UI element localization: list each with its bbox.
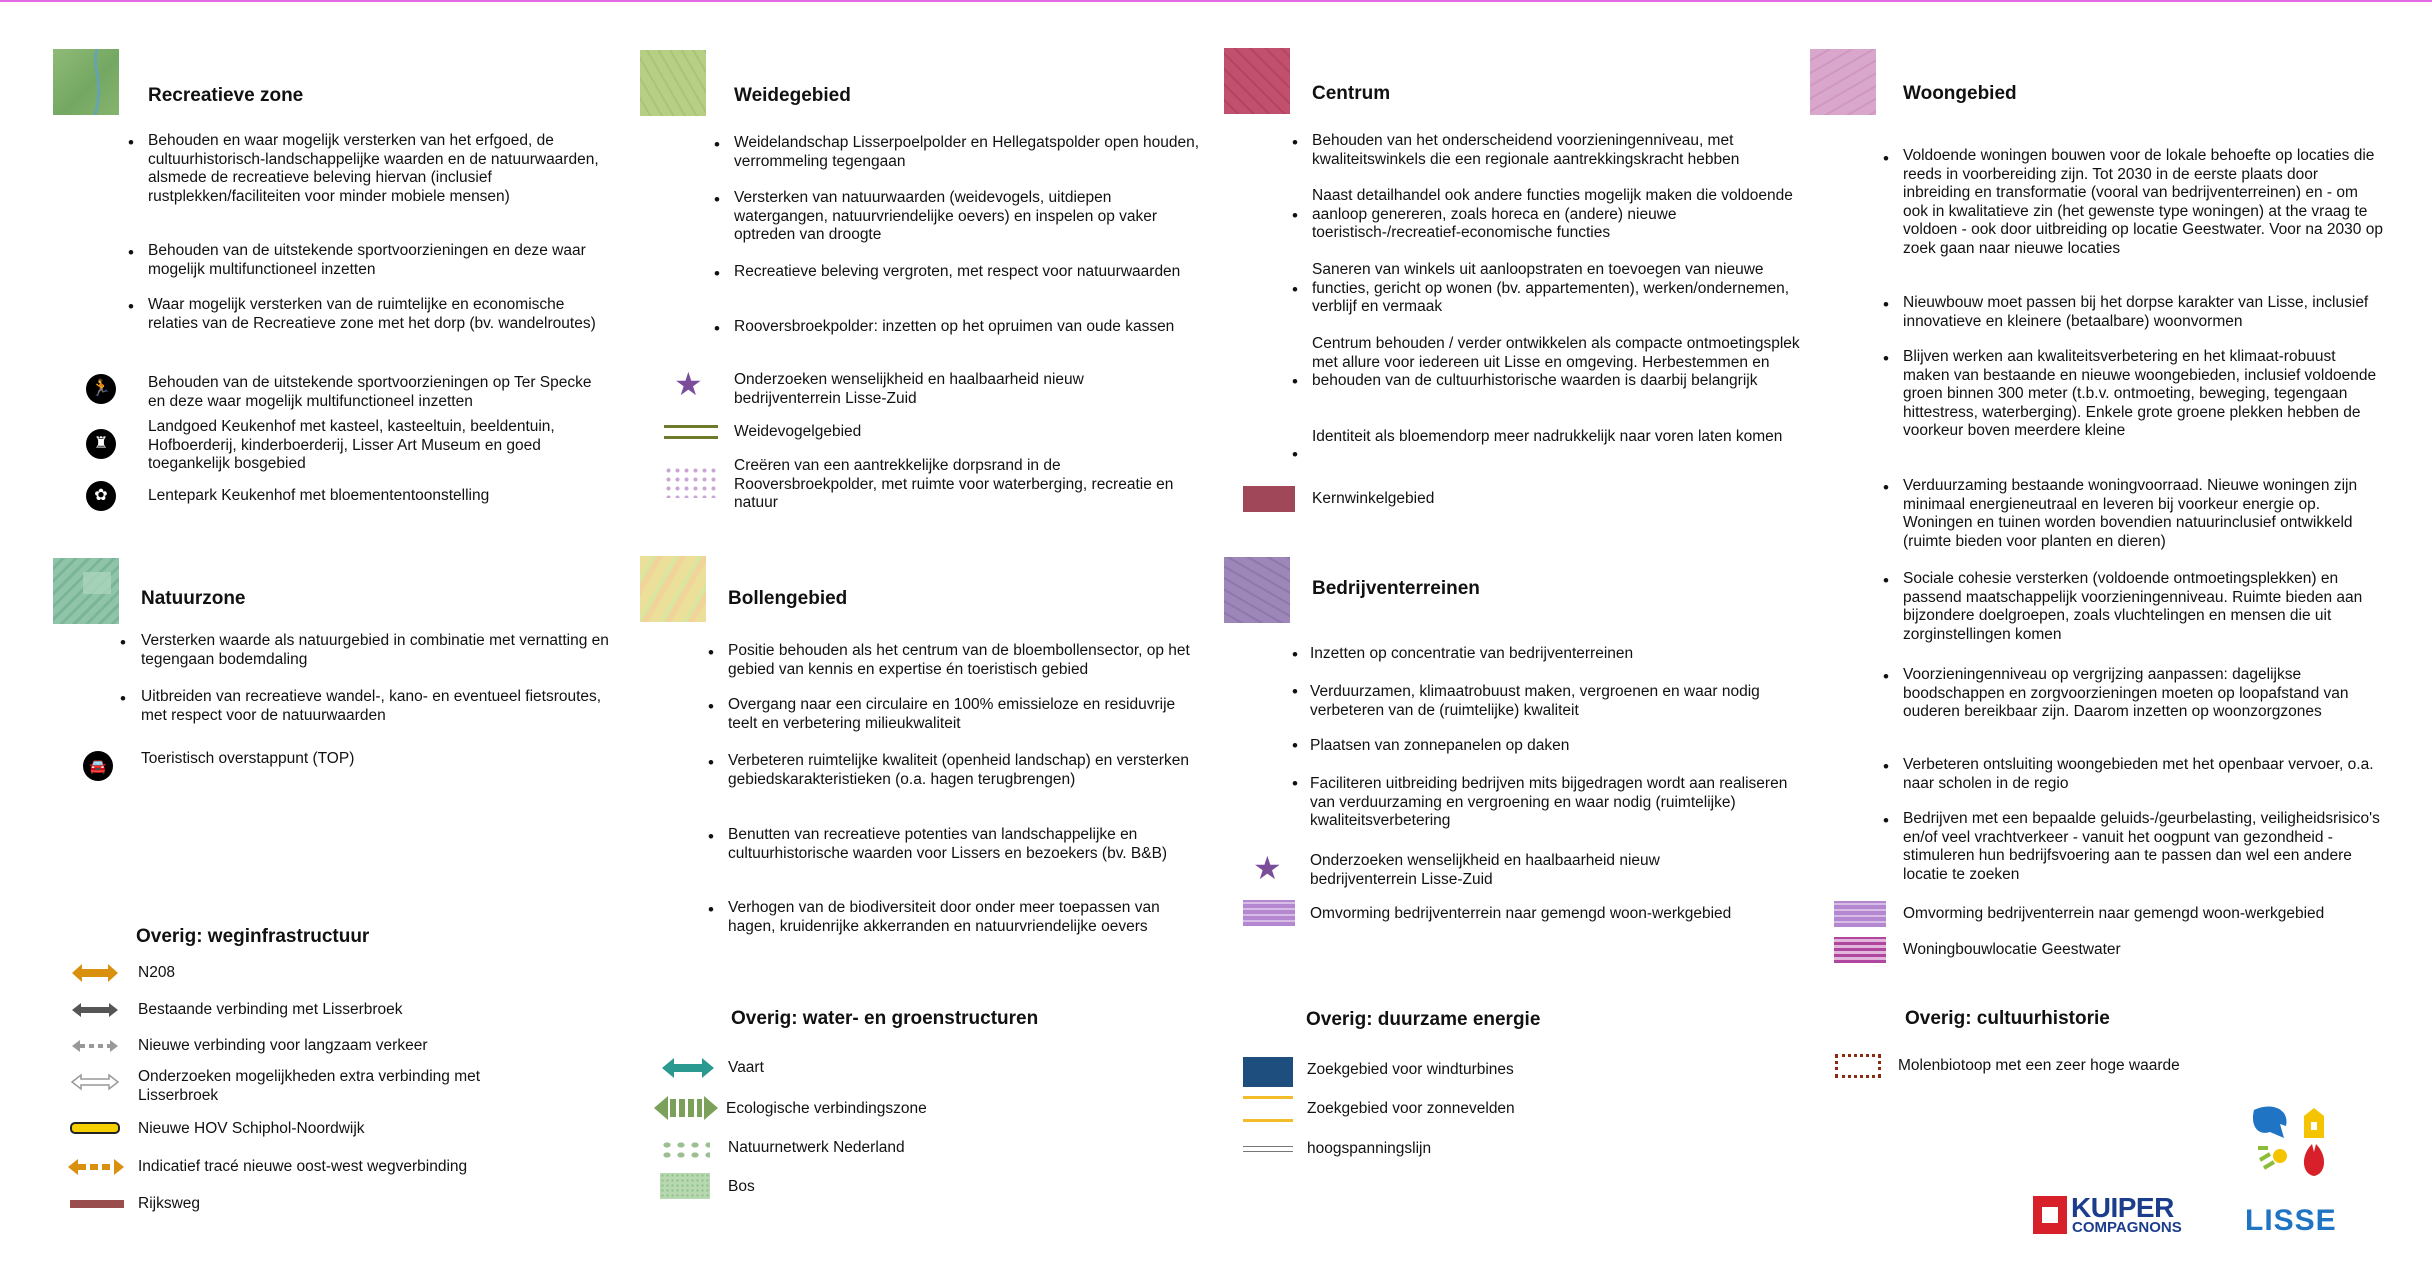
vaart-arrow-icon [660, 1056, 716, 1080]
kuiper-compagnons-logo [2033, 1194, 2203, 1236]
wonen-item-3: Blijven werken aan kwaliteitsverbetering en het klimaat-robuust maken van bestaande en nieuwe woongebieden, inclusief voldoende groen binnen 300 meter (t.b.v. ontmoeting, beweging, tegengaan hittestress, waterberging). Enkele grote groene plekken hebben de voorkeur boven meerdere kleine [1903, 348, 2377, 439]
weide-item-3: Recreatieve beleving vergroten, met respect voor natuurwaarden [734, 263, 1181, 280]
water-item-1: Vaart [728, 1059, 764, 1076]
car-transfer-icon: 🚘 [83, 751, 113, 781]
flower-icon: ✿ [86, 481, 116, 511]
bollen-item-2: Overgang naar een circulaire en 100% emissieloze en residuvrije teelt en verbetering milieukwaliteit [728, 696, 1176, 732]
natuur-item-2: Uitbreiden van recreatieve wandel-, kano- en eventueel fietsroutes, met respect voor de natuurwaarden [141, 688, 602, 724]
bedrijven-item-1: Inzetten op concentratie van bedrijventerreinen [1310, 645, 1634, 662]
wonen-legend-1: Omvorming bedrijventerrein naar gemengd woon-werkgebied [1903, 905, 2325, 922]
hov-line-icon [70, 1120, 120, 1136]
centrum-title: Centrum [1312, 83, 1391, 104]
lisse-emblem-icon [2240, 1102, 2380, 1202]
runner-icon: 🏃 [86, 374, 116, 404]
energie-item-1: Zoekgebied voor windturbines [1307, 1061, 1514, 1078]
slow-traffic-icon [70, 1036, 120, 1056]
weg-item-1: N208 [138, 964, 176, 981]
recreatieve-zone-title: Recreatieve zone [148, 85, 304, 106]
bedrijven-item-3: Plaatsen van zonnepanelen op daken [1310, 737, 1570, 754]
weide-legend-2: Weidevogelgebied [734, 423, 862, 440]
zonnevelden-lines-icon [1243, 1096, 1293, 1122]
weg-item-6: Indicatief tracé nieuwe oost-west wegverbinding [138, 1158, 468, 1175]
weg-title: Overig: weginfrastructuur [136, 926, 370, 947]
wonen-item-8: Bedrijven met een bepaalde geluids-/geurbelasting, veiligheidsrisico's en/of veel vrachtverkeer - vanuit het oogpunt van gezondheid - stimuleren hun bedrijfsvoering aan te passen dan wel een andere locatie te zoeken [1903, 810, 2380, 883]
star-icon: ★ [1253, 850, 1282, 886]
kuiper-text: KUIPER [2071, 1192, 2174, 1223]
omvorming-stripes-icon [1243, 900, 1295, 926]
weg-item-2: Bestaande verbinding met Lisserbroek [138, 1001, 403, 1018]
energie-item-3: hoogspanningslijn [1307, 1140, 1432, 1157]
bollen-item-3: Verbeteren ruimtelijke kwaliteit (openheid landschap) en versterken gebiedskarakteristieken (o.a. hagen terugbrengen) [728, 752, 1189, 788]
centrum-item-4: Centrum behouden / verder ontwikkelen als compacte ontmoetingsplek met allure voor iedereen uit Lisse en omgeving. Herbestemmen en behouden van de cultuurhistorische waarden is daarbij belangrijk [1312, 335, 1800, 389]
cultuur-title: Overig: cultuurhistorie [1905, 1008, 2110, 1029]
weide-legend-3: Creëren van een aantrekkelijke dorpsrand in de Rooversbroekpolder, met ruimte voor waterberging, recreatie en natuur [734, 457, 1174, 511]
wonen-legend-2: Woningbouwlocatie Geestwater [1903, 941, 2121, 958]
bedrijven-item-2: Verduurzamen, klimaatrobuust maken, vergroenen en waar nodig verbeteren van de (ruimtelijke) kwaliteit [1310, 683, 1760, 719]
centrum-legend-1: Kernwinkelgebied [1312, 490, 1435, 507]
bedrijven-legend-1: Onderzoeken wenselijkheid en haalbaarheid nieuw bedrijventerrein Lisse-Zuid [1310, 852, 1660, 888]
weide-item-4: Rooversbroekpolder: inzetten op het opruimen van oude kassen [734, 318, 1175, 335]
kuiper-mark-icon [2033, 1196, 2067, 1234]
natuur-item-1: Versterken waarde als natuurgebied in combinatie met vernatting en tegengaan bodemdaling [141, 632, 609, 668]
cultuur-item-1: Molenbiotoop met een zeer hoge waarde [1898, 1057, 2180, 1074]
natuurnetwerk-dots-icon [660, 1140, 710, 1160]
weg-item-7: Rijksweg [138, 1195, 201, 1212]
east-west-route-icon [66, 1156, 126, 1178]
woongebied-title: Woongebied [1903, 83, 2017, 104]
bos-pattern-icon [660, 1173, 710, 1199]
kernwinkel-swatch [1243, 486, 1295, 512]
compagnons-text: COMPAGNONS [2072, 1219, 2182, 1236]
bedrijventerreinen-swatch [1224, 557, 1290, 623]
wonen-item-5: Sociale cohesie versterken (voldoende ontmoetingsplekken) en passend maatschappelijk voorzieningenniveau. Ruimte bieden aan bijzondere doelgroepen, zoals vluchtelingen en mensen die uit zorginstellingen komen [1903, 570, 2363, 643]
n208-arrow-icon [70, 962, 120, 984]
natuurzone-title: Natuurzone [141, 588, 246, 609]
recreatief-legend-1: Behouden van de uitstekende sportvoorzieningen op Ter Specke en deze waar mogelijk multifunctioneel inzetten [148, 374, 592, 410]
recreatief-item-2: Behouden van de uitstekende sportvoorzieningen en deze waar mogelijk multifunctioneel inzetten [148, 242, 586, 278]
omvorming-stripes-icon [1834, 901, 1886, 927]
weide-item-2: Versterken van natuurwaarden (weidevogels, uitdiepen watergangen, natuurvriendelijke oevers) en inspelen op vaker optreden van droogte [734, 189, 1158, 243]
recreatief-legend-2: Landgoed Keukenhof met kasteel, kasteeltuin, beeldentuin, Hofboerderij, kinderboerderij, Lisser Art Museum en goed toegankelijk bosgebied [148, 418, 555, 472]
lisse-text: LISSE [2245, 1204, 2337, 1237]
wonen-item-4: Verduurzaming bestaande woningvoorraad. Nieuwe woningen zijn minimaal energieneutraal en leveren bij voorkeur energie op. Woningen en tuinen worden bovendien natuurinclusief ontwikkeld (ruimte bieden voor planten en dieren) [1903, 477, 2358, 550]
recreatief-item-3: Waar mogelijk versterken van de ruimtelijke en economische relaties van de Recreatieve zone met het dorp (bv. wandelroutes) [148, 296, 596, 332]
water-item-3: Natuurnetwerk Nederland [728, 1139, 905, 1156]
weide-item-1: Weidelandschap Lisserpoelpolder en Hellegatspolder open houden, verrommeling tegengaan [734, 134, 1200, 170]
water-item-2: Ecologische verbindingszone [726, 1100, 927, 1117]
geestwater-stripes-icon [1834, 937, 1886, 963]
dorpsrand-pattern-icon [664, 466, 718, 498]
natuur-legend-1: Toeristisch overstappunt (TOP) [141, 750, 355, 767]
bollen-item-1: Positie behouden als het centrum van de bloembollensector, op het gebied van kennis en expertise én toeristisch gebied [728, 642, 1190, 678]
weidegebied-title: Weidegebied [734, 85, 851, 106]
eco-zone-icon [652, 1094, 720, 1122]
bedrijven-item-4: Faciliteren uitbreiding bedrijven mits bijgedragen wordt aan realiseren van verduurzaming en vergroening en waar nodig (ruimtelijke) kwaliteitsverbetering [1310, 775, 1788, 829]
recreatief-legend-3: Lentepark Keukenhof met bloemententoonstelling [148, 487, 490, 504]
water-title: Overig: water- en groenstructuren [731, 1008, 1039, 1029]
bollen-item-5: Verhogen van de biodiversiteit door onder meer toepassen van hagen, kruidenrijke akkerranden en natuurvriendelijke oevers [728, 899, 1160, 935]
bollengebied-swatch [640, 556, 706, 622]
existing-connection-icon [70, 1000, 120, 1020]
weg-item-5: Nieuwe HOV Schiphol-Noordwijk [138, 1120, 365, 1137]
centrum-item-2: Naast detailhandel ook andere functies mogelijk maken die voldoende aanloop genereren, zoals horeca en (andere) nieuwe toeristisch-/recreatief-economische functies [1312, 187, 1793, 241]
castle-icon: ♜ [86, 429, 116, 459]
centrum-item-1: Behouden van het onderscheidend voorzieningenniveau, met kwaliteitswinkels die een regionale aantrekkingskracht hebben [1312, 132, 1740, 168]
woongebied-swatch [1810, 49, 1876, 115]
molenbiotoop-border-icon [1835, 1054, 1881, 1078]
recreatief-item-1: Behouden en waar mogelijk versterken van het erfgoed, de cultuurhistorisch-landschappelijke waarden en de natuurwaarden, alsmede de recreatieve beleving hiervan (inclusief rustplekken/faciliteiten voor minder mobiele mensen) [148, 132, 599, 205]
weidegebied-swatch [640, 50, 706, 116]
bedrijventerreinen-title: Bedrijventerreinen [1312, 578, 1480, 599]
energie-item-2: Zoekgebied voor zonnevelden [1307, 1100, 1515, 1117]
weidevogel-line-icon [664, 425, 718, 439]
wonen-item-6: Voorzieningenniveau op vergrijzing aanpassen: dagelijkse boodschappen en zorgvoorzieningen moeten op loopafstand van ouderen bereikbaar zijn. Daarom inzetten op woonzorgzones [1903, 666, 2349, 720]
centrum-item-3: Saneren van winkels uit aanloopstraten en toevoegen van nieuwe functies, gericht op wonen (bv. appartementen), werken/ondernemen, verblijf en vermaak [1312, 261, 1790, 315]
wonen-item-7: Verbeteren ontsluiting woongebieden met het openbaar vervoer, o.a. naar scholen in de regio [1903, 756, 2374, 792]
bollengebied-title: Bollengebied [728, 588, 848, 609]
recreatieve-zone-swatch [53, 49, 119, 115]
weg-item-3: Nieuwe verbinding voor langzaam verkeer [138, 1037, 428, 1054]
weide-legend-1: Onderzoeken wenselijkheid en haalbaarheid nieuw bedrijventerrein Lisse-Zuid [734, 371, 1084, 407]
water-item-4: Bos [728, 1178, 755, 1195]
wonen-item-1: Voldoende woningen bouwen voor de lokale behoefte op locaties die reeds in voorbereiding zijn. Tot 2030 in de eerste plaats door inbreiding en transformatie (vooral van bedrijventerreinen) en - om ook in kwalitatieve zin (het gewenste type woningen) at the vraag te voldoen - ook door uitbreiding op locatie Geestwater. Voor na 2030 op zoek gaan naar nieuwe locaties [1903, 147, 2383, 257]
weg-item-4: Onderzoeken mogelijkheden extra verbinding met Lisserbroek [138, 1068, 481, 1104]
windturbine-grid-icon [1243, 1057, 1293, 1087]
centrum-item-5: Identiteit als bloemendorp meer nadrukkelijk naar voren laten komen [1312, 428, 1783, 445]
wonen-item-2: Nieuwbouw moet passen bij het dorpse karakter van Lisse, inclusief innovatieve en kleinere (betaalbare) woonvormen [1903, 294, 2369, 330]
bedrijven-legend-2: Omvorming bedrijventerrein naar gemengd woon-werkgebied [1310, 905, 1732, 922]
natuurzone-swatch [53, 558, 119, 624]
centrum-swatch [1224, 48, 1290, 114]
extra-connection-icon [70, 1072, 120, 1092]
lisse-logo [2240, 1102, 2380, 1240]
rijksweg-line-icon [70, 1200, 124, 1208]
top-border [0, 0, 2432, 2]
star-icon: ★ [674, 366, 703, 402]
energie-title: Overig: duurzame energie [1306, 1009, 1541, 1030]
hoogspanning-line-icon [1243, 1146, 1293, 1152]
bollen-item-4: Benutten van recreatieve potenties van landschappelijke en cultuurhistorische waarden voor Lissers en bezoekers (bv. B&B) [728, 826, 1168, 862]
